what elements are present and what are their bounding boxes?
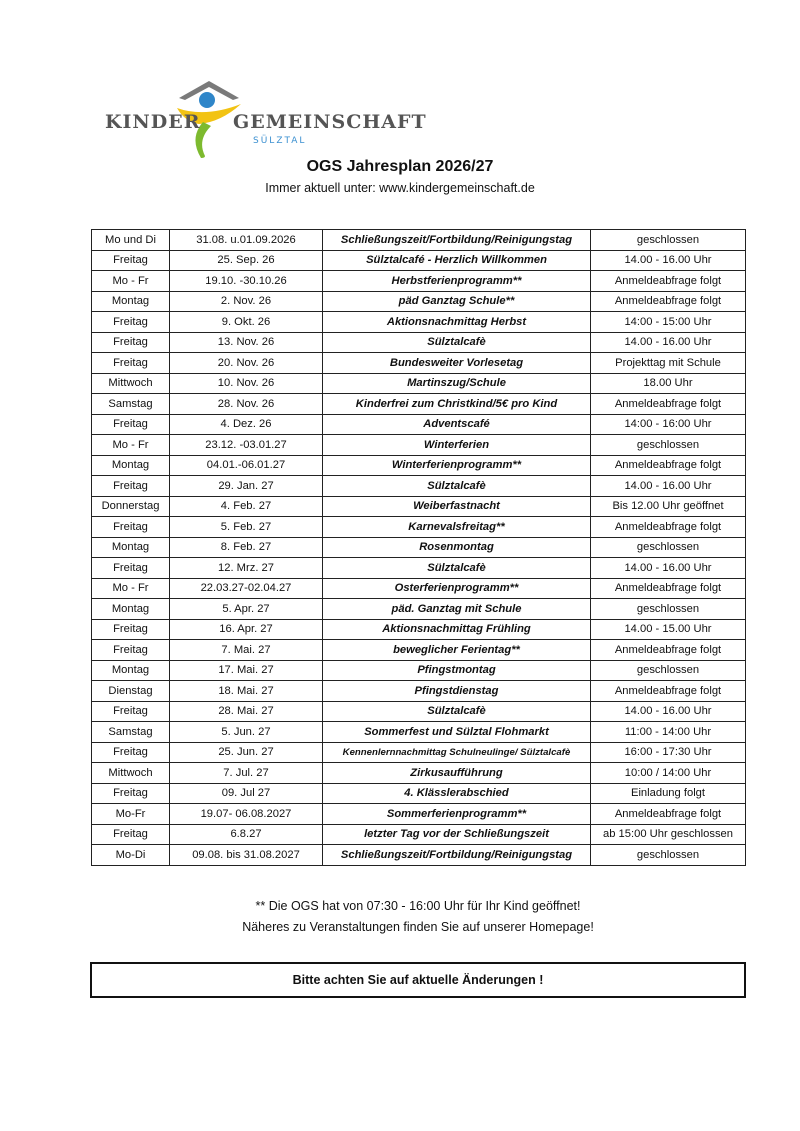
day-cell: Freitag — [92, 517, 170, 538]
day-cell: Freitag — [92, 353, 170, 374]
info-cell: ab 15:00 Uhr geschlossen — [591, 824, 746, 845]
day-cell: Freitag — [92, 476, 170, 497]
date-cell: 19.07- 06.08.2027 — [170, 804, 323, 825]
event-cell: Aktionsnachmittag Frühling — [323, 619, 591, 640]
event-cell: Kennenlernnachmittag Schulneulinge/ Sülztalcafè — [323, 742, 591, 763]
table-row — [92, 476, 746, 497]
event-cell: Sommerfest und Sülztal Flohmarkt — [323, 722, 591, 743]
page-title: OGS Jahresplan 2026/27 — [306, 158, 494, 175]
event-cell: 4. Klässlerabschied — [323, 783, 591, 804]
table-row — [92, 353, 746, 374]
date-cell: 18. Mai. 27 — [170, 681, 323, 702]
date-cell: 7. Mai. 27 — [170, 640, 323, 661]
table-row — [92, 763, 746, 784]
table-row — [92, 701, 746, 722]
date-cell: 4. Dez. 26 — [170, 414, 323, 435]
info-cell: Anmeldeabfrage folgt — [591, 578, 746, 599]
date-cell: 23.12. -03.01.27 — [170, 435, 323, 456]
table-row — [92, 619, 746, 640]
table-row — [92, 435, 746, 456]
info-cell: Anmeldeabfrage folgt — [591, 394, 746, 415]
day-cell: Montag — [92, 291, 170, 312]
date-cell: 25. Sep. 26 — [170, 250, 323, 271]
date-cell: 13. Nov. 26 — [170, 332, 323, 353]
date-cell: 04.01.-06.01.27 — [170, 455, 323, 476]
event-cell: Zirkusaufführung — [323, 763, 591, 784]
info-cell: geschlossen — [591, 660, 746, 681]
table-row — [92, 230, 746, 251]
day-cell: Montag — [92, 660, 170, 681]
info-cell: Anmeldeabfrage folgt — [591, 271, 746, 292]
table-row — [92, 804, 746, 825]
info-cell: 14.00 - 15.00 Uhr — [591, 619, 746, 640]
date-cell: 5. Feb. 27 — [170, 517, 323, 538]
table-row — [92, 845, 746, 866]
day-cell: Freitag — [92, 332, 170, 353]
homepage-note: Näheres zu Veranstaltungen finden Sie auf unserer Homepage! — [242, 920, 594, 934]
table-row — [92, 640, 746, 661]
info-cell: Einladung folgt — [591, 783, 746, 804]
day-cell: Freitag — [92, 701, 170, 722]
day-cell: Montag — [92, 455, 170, 476]
info-cell: geschlossen — [591, 230, 746, 251]
date-cell: 22.03.27-02.04.27 — [170, 578, 323, 599]
info-cell: Projekttag mit Schule — [591, 353, 746, 374]
info-cell: 14.00 - 16.00 Uhr — [591, 476, 746, 497]
info-cell: 14:00 - 15:00 Uhr — [591, 312, 746, 333]
info-cell: 18.00 Uhr — [591, 373, 746, 394]
date-cell: 8. Feb. 27 — [170, 537, 323, 558]
date-cell: 12. Mrz. 27 — [170, 558, 323, 579]
date-cell: 29. Jan. 27 — [170, 476, 323, 497]
date-cell: 20. Nov. 26 — [170, 353, 323, 374]
info-cell: geschlossen — [591, 435, 746, 456]
date-cell: 2. Nov. 26 — [170, 291, 323, 312]
date-cell: 09.08. bis 31.08.2027 — [170, 845, 323, 866]
info-cell: 16:00 - 17:30 Uhr — [591, 742, 746, 763]
day-cell: Mo - Fr — [92, 578, 170, 599]
schedule-body — [92, 230, 746, 866]
date-cell: 10. Nov. 26 — [170, 373, 323, 394]
info-cell: 11:00 - 14:00 Uhr — [591, 722, 746, 743]
event-cell: Winterferienprogramm** — [323, 455, 591, 476]
table-row — [92, 517, 746, 538]
event-cell: Pfingstmontag — [323, 660, 591, 681]
event-cell: letzter Tag vor der Schließungszeit — [323, 824, 591, 845]
table-row — [92, 599, 746, 620]
day-cell: Freitag — [92, 558, 170, 579]
event-cell: Rosenmontag — [323, 537, 591, 558]
date-cell: 9. Okt. 26 — [170, 312, 323, 333]
day-cell: Freitag — [92, 312, 170, 333]
kindergemeinschaft-logo — [105, 78, 427, 160]
info-cell: geschlossen — [591, 845, 746, 866]
day-cell: Freitag — [92, 742, 170, 763]
day-cell: Freitag — [92, 619, 170, 640]
date-cell: 17. Mai. 27 — [170, 660, 323, 681]
day-cell: Freitag — [92, 824, 170, 845]
logo-word-kinder: KINDER — [105, 111, 201, 133]
logo-word-gemeinschaft: GEMEINSCHAFT — [233, 111, 427, 133]
event-cell: Sülztalcafè — [323, 701, 591, 722]
info-cell: Anmeldeabfrage folgt — [591, 804, 746, 825]
day-cell: Mo und Di — [92, 230, 170, 251]
event-cell: Adventscafé — [323, 414, 591, 435]
table-row — [92, 660, 746, 681]
table-row — [92, 332, 746, 353]
info-cell: Anmeldeabfrage folgt — [591, 640, 746, 661]
day-cell: Freitag — [92, 640, 170, 661]
table-row — [92, 250, 746, 271]
table-row — [92, 271, 746, 292]
table-row — [92, 824, 746, 845]
day-cell: Dienstag — [92, 681, 170, 702]
event-cell: Sülztalcafè — [323, 558, 591, 579]
date-cell: 7. Jul. 27 — [170, 763, 323, 784]
day-cell: Montag — [92, 537, 170, 558]
event-cell: Weiberfastnacht — [323, 496, 591, 517]
table-row — [92, 373, 746, 394]
info-cell: 10:00 / 14:00 Uhr — [591, 763, 746, 784]
event-cell: Sülztalcafé - Herzlich Willkommen — [323, 250, 591, 271]
info-cell: Bis 12.00 Uhr geöffnet — [591, 496, 746, 517]
table-row — [92, 414, 746, 435]
event-cell: päd Ganztag Schule** — [323, 291, 591, 312]
day-cell: Freitag — [92, 414, 170, 435]
date-cell: 28. Nov. 26 — [170, 394, 323, 415]
info-cell: 14.00 - 16.00 Uhr — [591, 558, 746, 579]
info-cell: Anmeldeabfrage folgt — [591, 517, 746, 538]
table-row — [92, 783, 746, 804]
day-cell: Samstag — [92, 722, 170, 743]
info-cell: 14.00 - 16.00 Uhr — [591, 332, 746, 353]
date-cell: 19.10. -30.10.26 — [170, 271, 323, 292]
date-cell: 16. Apr. 27 — [170, 619, 323, 640]
date-cell: 31.08. u.01.09.2026 — [170, 230, 323, 251]
day-cell: Freitag — [92, 250, 170, 271]
changes-notice-text: Bitte achten Sie auf aktuelle Änderungen ! — [292, 973, 544, 987]
table-row — [92, 496, 746, 517]
info-cell: 14.00 - 16.00 Uhr — [591, 250, 746, 271]
opening-hours-note: ** Die OGS hat von 07:30 - 16:00 Uhr für Ihr Kind geöffnet! — [255, 899, 581, 913]
date-cell: 28. Mai. 27 — [170, 701, 323, 722]
logo-subtitle: SÜLZTAL — [253, 136, 307, 146]
day-cell: Montag — [92, 599, 170, 620]
date-cell: 09. Jul 27 — [170, 783, 323, 804]
event-cell: päd. Ganztag mit Schule — [323, 599, 591, 620]
table-row — [92, 722, 746, 743]
event-cell: Sülztalcafè — [323, 332, 591, 353]
date-cell: 6.8.27 — [170, 824, 323, 845]
event-cell: Herbstferienprogramm** — [323, 271, 591, 292]
table-row — [92, 394, 746, 415]
day-cell: Mo-Di — [92, 845, 170, 866]
event-cell: Kinderfrei zum Christkind/5€ pro Kind — [323, 394, 591, 415]
date-cell: 5. Jun. 27 — [170, 722, 323, 743]
info-cell: 14.00 - 16.00 Uhr — [591, 701, 746, 722]
event-cell: Pfingstdienstag — [323, 681, 591, 702]
date-cell: 25. Jun. 27 — [170, 742, 323, 763]
table-row — [92, 455, 746, 476]
event-cell: Winterferien — [323, 435, 591, 456]
date-cell: 4. Feb. 27 — [170, 496, 323, 517]
day-cell: Mo - Fr — [92, 435, 170, 456]
day-cell: Freitag — [92, 783, 170, 804]
event-cell: Schließungszeit/Fortbildung/Reinigungstag — [323, 230, 591, 251]
info-cell: Anmeldeabfrage folgt — [591, 455, 746, 476]
event-cell: beweglicher Ferientag** — [323, 640, 591, 661]
event-cell: Osterferienprogramm** — [323, 578, 591, 599]
table-row — [92, 681, 746, 702]
info-cell: geschlossen — [591, 599, 746, 620]
day-cell: Donnerstag — [92, 496, 170, 517]
event-cell: Sommerferienprogramm** — [323, 804, 591, 825]
info-cell: 14:00 - 16:00 Uhr — [591, 414, 746, 435]
day-cell: Mittwoch — [92, 373, 170, 394]
info-cell: geschlossen — [591, 537, 746, 558]
info-cell: Anmeldeabfrage folgt — [591, 681, 746, 702]
page-subtitle: Immer aktuell unter: www.kindergemeinschaft.de — [265, 181, 535, 195]
table-row — [92, 537, 746, 558]
day-cell: Samstag — [92, 394, 170, 415]
event-cell: Sülztalcafè — [323, 476, 591, 497]
event-cell: Martinszug/Schule — [323, 373, 591, 394]
date-cell: 5. Apr. 27 — [170, 599, 323, 620]
event-cell: Schließungszeit/Fortbildung/Reinigungstag — [323, 845, 591, 866]
table-row — [92, 558, 746, 579]
table-row — [92, 578, 746, 599]
day-cell: Mo-Fr — [92, 804, 170, 825]
day-cell: Mittwoch — [92, 763, 170, 784]
event-cell: Bundesweiter Vorlesetag — [323, 353, 591, 374]
schedule-table — [91, 229, 746, 866]
changes-notice-box — [90, 962, 746, 998]
event-cell: Karnevalsfreitag** — [323, 517, 591, 538]
day-cell: Mo - Fr — [92, 271, 170, 292]
table-row — [92, 312, 746, 333]
info-cell: Anmeldeabfrage folgt — [591, 291, 746, 312]
event-cell: Aktionsnachmittag Herbst — [323, 312, 591, 333]
table-row — [92, 291, 746, 312]
table-row — [92, 742, 746, 763]
